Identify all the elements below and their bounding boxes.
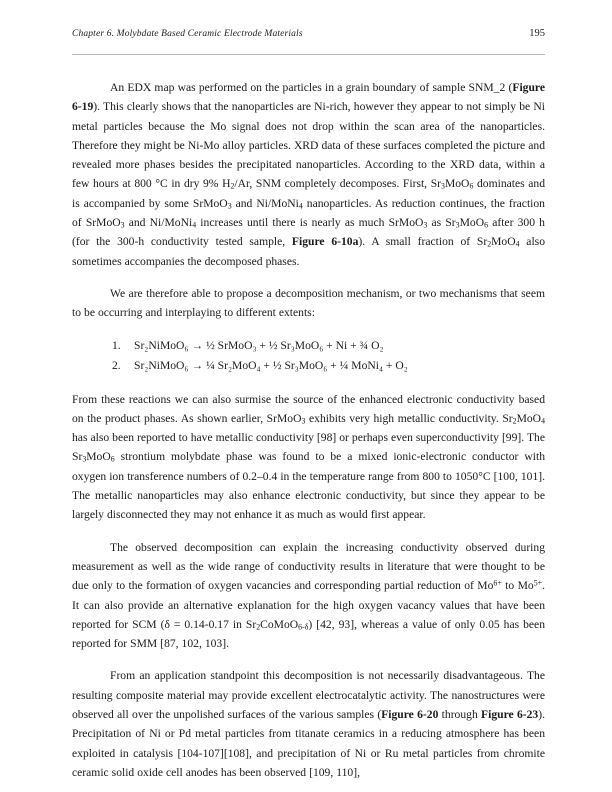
text-run: MoO [491,235,516,249]
text-run: CoMoO [260,617,299,631]
subscript: 4 [515,240,520,250]
subscript: 6 [110,455,115,465]
text-run: dominates and is accompanied by some SrMoO [72,177,545,210]
paragraph-application-standpoint [72,666,545,782]
subscript: 2 [512,416,517,426]
reaction-arrow-icon: → [191,358,204,372]
paragraph-observed-decomposition [72,538,545,654]
subscript: 3 [82,455,87,465]
text-run: to Mo [501,579,534,593]
text-run: MoO [444,177,470,191]
subscript: 3 [301,416,306,426]
header-divider [72,54,545,55]
subscript: 3 [423,220,428,230]
subscript: 4 [192,220,197,230]
text-run: ). A small fraction of Sr [358,235,488,249]
subscript: 3 [455,220,460,230]
text-run: exhibits very high metallic conductivity. Sr [305,411,513,425]
text-run: and Ni/MoNi [124,216,193,230]
text-run: and Ni/MoNi [231,196,299,210]
text-run: MoO [516,411,542,425]
equation-number: 1. [112,338,121,352]
text-run: has also been reported to have metallic conductivity [98] or perhaps even superconductivity [99]. The Sr [72,431,545,464]
text-run: strontium molybdate phase was found to be a mixed ionic-electronic conductor with oxygen ion transference numbers of 0.2–0.4 in the temperature range from 800 to 1050°C [100, 101]. The metallic nanoparticles may also enhance electronic conductivity, but since they appear to be largely disconnected they may not enhance it as much as would first appear. [72,450,545,522]
text-run: The observed decomposition can explain the increasing conductivity observed during measurement as well as the wide range of conductivity results in literature that were thought to be due only to the formation of oxygen vacancies and corresponding partial reduction of Mo [72,540,545,593]
figure-reference-6-10a: Figure 6-10a [291,235,359,249]
text-run: From an application standpoint this decomposition is not necessarily disadvantageous. The resulting composite material may provide excellent electrocatalytic activity. The nanostructures were observed all over the unpolished surfaces of the various samples ( [72,669,545,722]
text-run: ). Precipitation of Ni or Pd metal particles from titanate ceramics in a reducing atmosphere has been exploited in catalysis [104-107][108], and precipitation of Ni or Ru metal particles from chromite ceramic solid oxide cell anodes has been observed [109, 110], [72,708,545,779]
equation-products: ½ SrMoO₃ + ½ Sr₃MoO₆ + Ni + ¾ O₂ [206,338,384,352]
page-body [72,78,545,782]
subscript: 3 [441,182,445,192]
text-run: after 300 h (for the 300-h conductivity tested sample, [72,216,545,249]
subscript: 2 [230,182,235,192]
text-run: ) [42, 93], whereas a value of only 0.05 has been reported for SMM [87, 102, 103]. [72,617,546,651]
subscript: 4 [541,416,545,426]
page-number: 195 [529,28,545,39]
text-run: ). This clearly shows that the nanoparticles are Ni-rich, however they appear to not simply be Ni metal particles because the Mo signal does not drop within the scan area of the nanoparticles. Therefore they might be Ni-Mo alloy particles. XRD data of these surfaces completed the picture and revealed more phases besides the precipitated nanoparticles. According to the XRD data, within a few hours at 800 °C in dry 9% H [72,100,545,191]
paragraph-edx-map [72,78,545,271]
equation-products: ¼ Sr₂MoO₄ + ½ Sr₃MoO₆ + ¼ MoNi₄ + O₂ [206,358,408,372]
subscript: 6-δ [298,622,309,632]
text-run: nanoparticles. As reduction continues, the fraction of SrMoO [72,196,545,230]
text-run: through [438,708,482,722]
reaction-arrow-icon: → [191,338,204,352]
superscript-oxidation-state: 5+ [533,578,543,588]
subscript: 4 [298,201,303,211]
text-run: increases until there is nearly as much SrMoO [196,216,424,230]
text-run: /Ar, SNM completely decomposes. First, Sr [234,177,442,191]
text-run: An EDX map was performed on the particles in a grain boundary of sample SNM_2 ( [110,81,513,94]
page-header [72,28,545,44]
subscript: 6 [484,220,489,230]
subscript: 2 [487,240,492,250]
equation-reactant: Sr₂NiMoO₆ [134,338,189,352]
text-run: also sometimes accompanies the decomposed phases. [72,235,545,268]
running-head-chapter-title: Chapter 6. Molybdate Based Ceramic Electrode Materials [72,29,303,39]
paragraph-conductivity-sources [72,390,545,525]
subscript: 6 [469,182,474,192]
text-run: as Sr [427,216,456,230]
equation-reactant: Sr₂NiMoO₆ [134,358,189,372]
equation-number: 2. [112,358,121,372]
reaction-equation-list [72,336,545,376]
figure-reference-6-20: Figure 6-20 [381,708,439,722]
figure-reference-6-19: Figure 6-19 [72,81,545,114]
subscript: 2 [256,622,261,632]
text-run: MoO [86,450,111,464]
reaction-equation-1 [72,336,545,356]
text-run: . It can also provide an alternative explanation for the high oxygen vacancy values that have been reported for SCM (δ = 0.14-0.17 in Sr [72,579,545,631]
subscript: 3 [120,220,125,230]
reaction-equation-2 [72,356,545,376]
paragraph-decomposition-mechanism-intro: We are therefore able to propose a decomposition mechanism, or two mechanisms that seem to be occurring and interplaying to different extents: [72,286,545,320]
text-run: MoO [459,216,485,230]
subscript: 3 [227,201,232,211]
text-run: From these reactions we can also surmise the source of the enhanced electronic conductivity based on the product phases. As shown earlier, SrMoO [72,392,545,425]
superscript-oxidation-state: 6+ [493,578,502,588]
figure-reference-6-23: Figure 6-23 [481,708,539,722]
